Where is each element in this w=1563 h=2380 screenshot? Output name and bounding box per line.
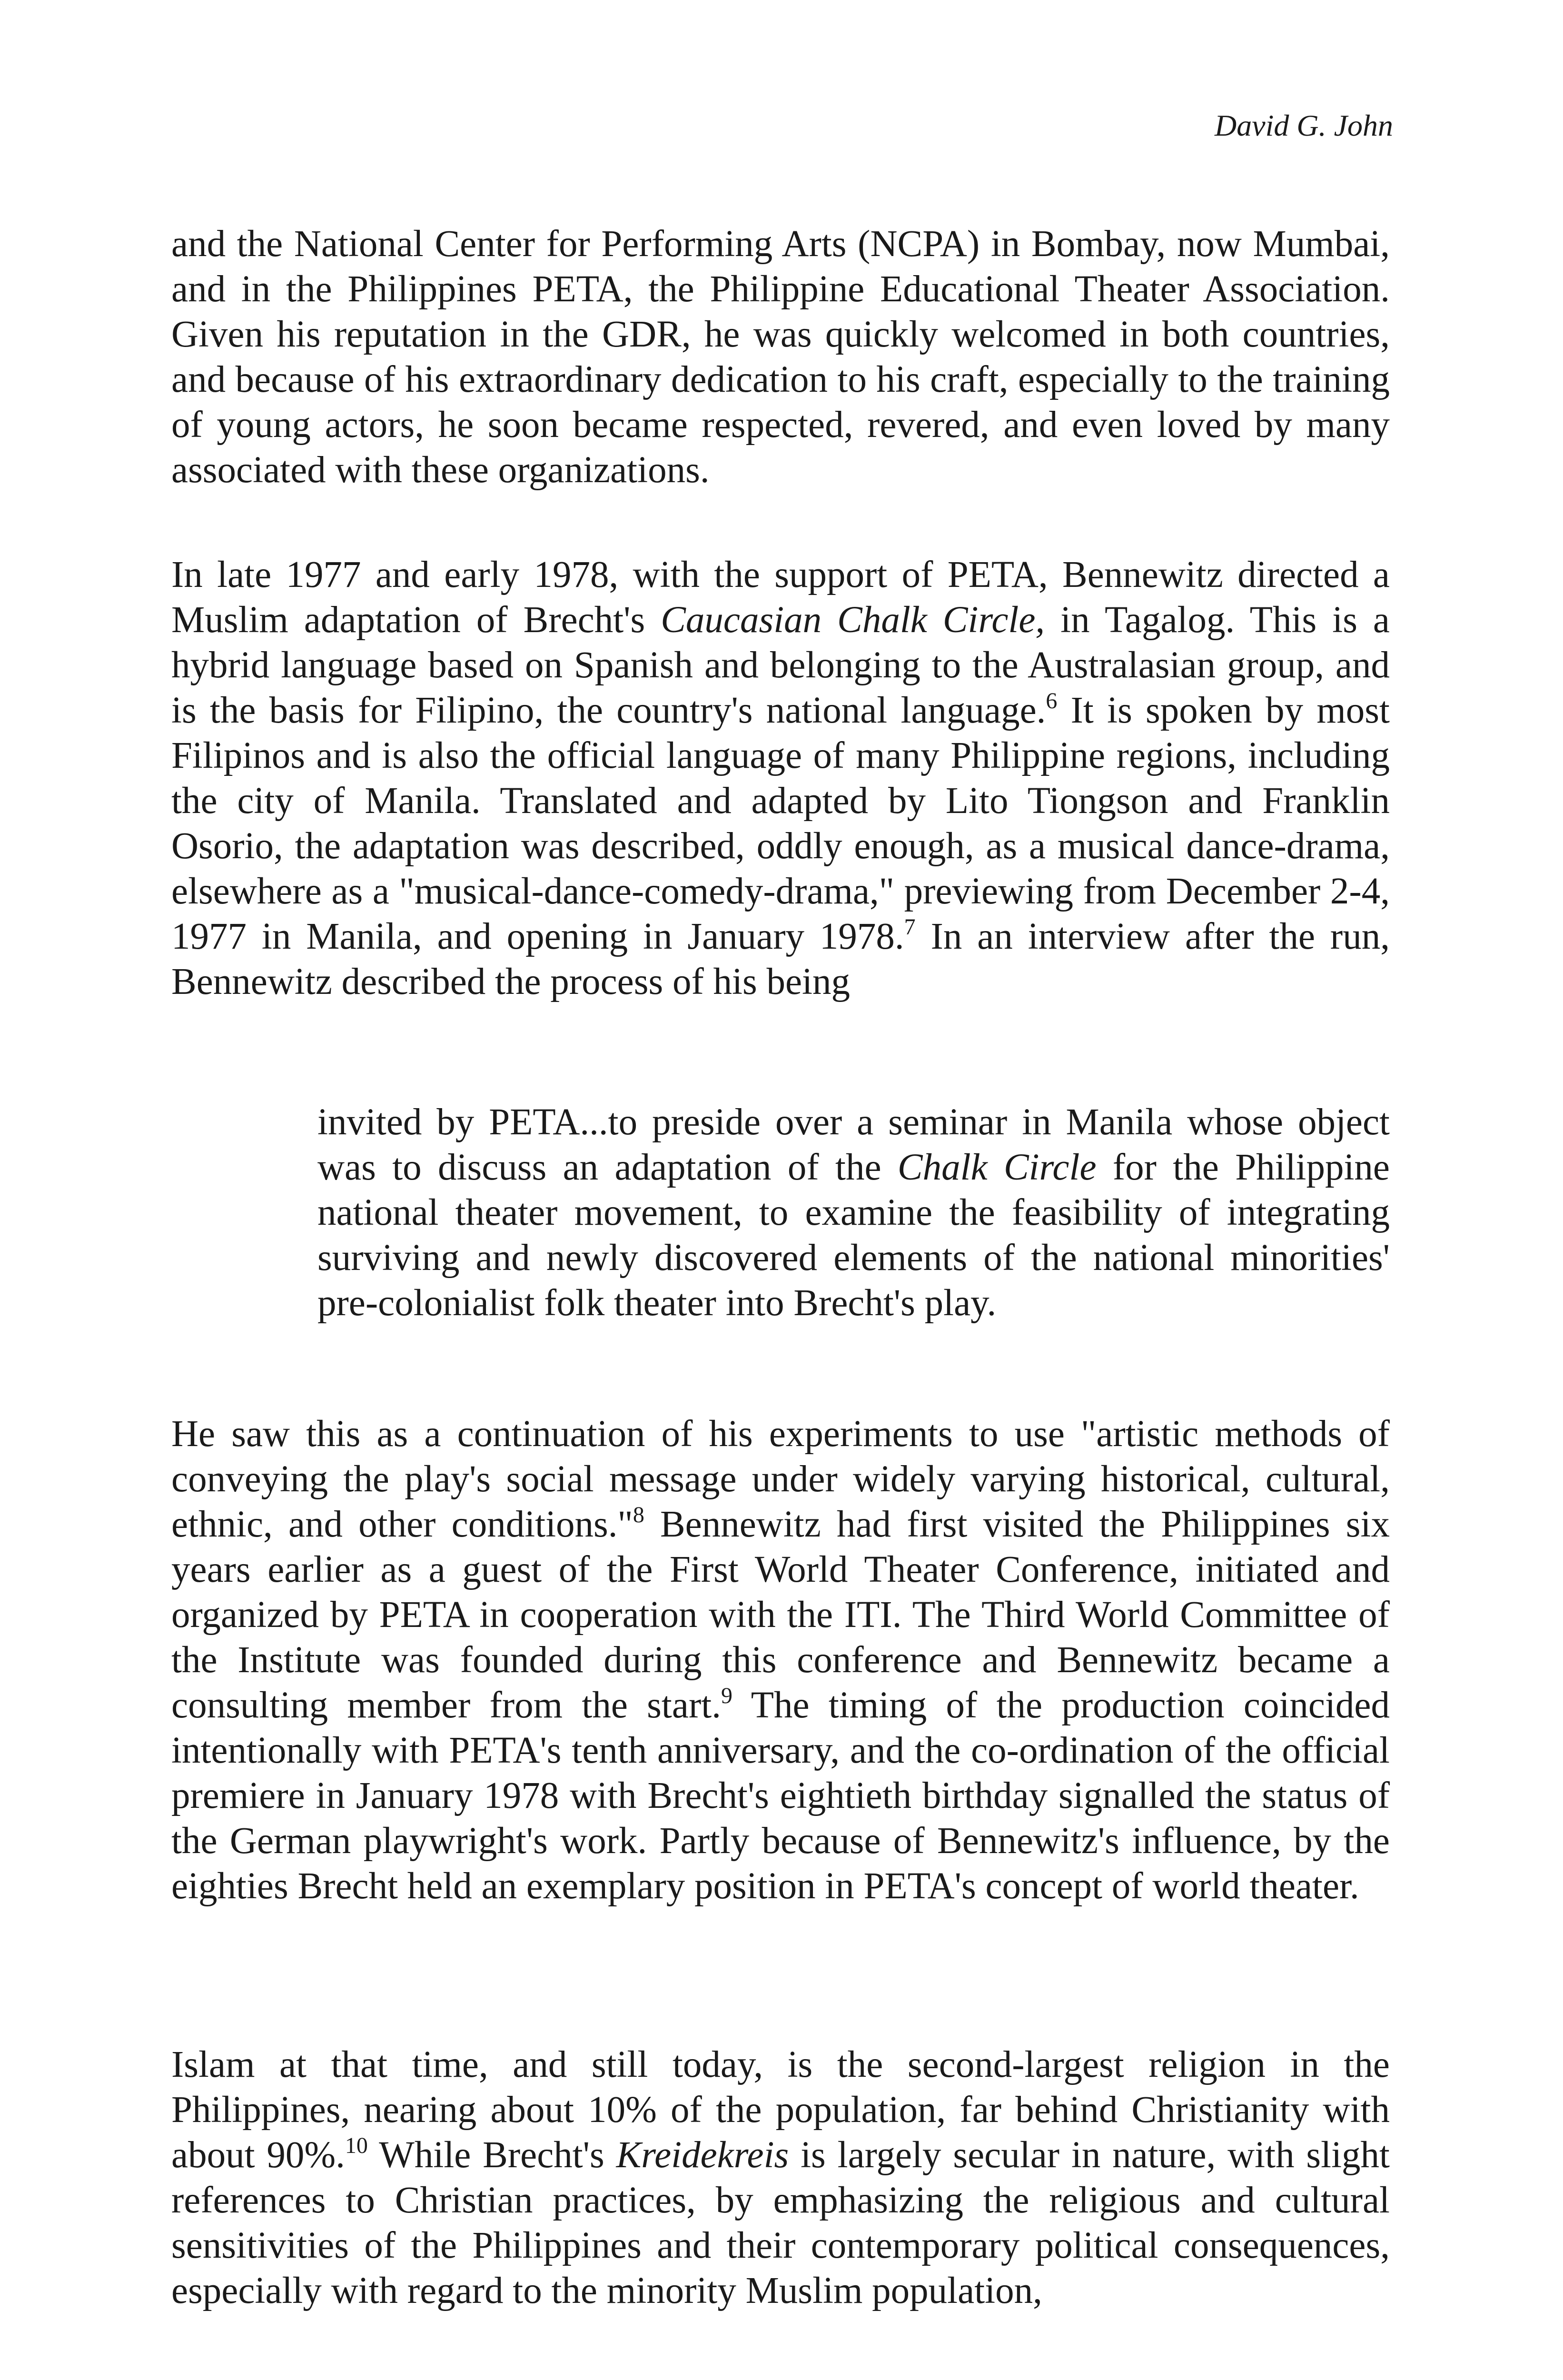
paragraph-2-text-b: in Tagalog. This is a hybrid language based on Spanish and belonging to the Australasian group, and is the basis for Filipino, the country's national language. xyxy=(171,599,1390,731)
paragraph-4-text-a: Islam at that time, and still today, is the second-largest religion in the Philippines, nearing about 10% of the population, far behind Christianity with about 90%. xyxy=(171,2044,1390,2176)
paragraph-2-text-c: It is spoken by most Filipinos and is also the official language of many Philippine regions, including the city of Manila. Translated and adapted by Lito Tiongson and Franklin Osorio, the adaptation was described, oddly enough, as a musical dance-drama, elsewhere as a "musical-dance-comedy-drama," previewing from December 2-4, 1977 in Manila, and opening in January 1978. xyxy=(171,690,1390,957)
work-title-caucasian-chalk-circle: Caucasian Chalk Circle, xyxy=(661,599,1045,641)
block-quote-text-b: for the Philippine national theater movement, to examine the feasibility of integrating surviving and newly discovered elements of the national minorities' pre-colonialist folk theater into Brecht's play. xyxy=(317,1147,1390,1324)
footnote-ref-9: 9 xyxy=(721,1683,732,1708)
paragraph-2 xyxy=(171,552,1390,1004)
paragraph-4-text-b: While Brecht's xyxy=(367,2134,616,2176)
paragraph-4-text-c: is largely secular in nature, with slight references to Christian practices, by emphasizing the religious and cultural sensitivities of the Philippines and their contemporary political consequences, especially with regard to the minority Muslim population, xyxy=(171,2134,1390,2311)
footnote-ref-7: 7 xyxy=(904,914,916,940)
footnote-ref-8: 8 xyxy=(633,1502,644,1527)
paragraph-3-text-c: The timing of the production coincided intentionally with PETA's tenth anniversary, and the co-ordination of the official premiere in January 1978 with Brecht's eightieth birthday signalled the status of the German playwright's work. Partly because of Bennewitz's influence, by the eighties Brecht held an exemplary position in PETA's concept of world theater. xyxy=(171,1685,1390,1907)
paragraph-2-text-d: In an interview after the run, Bennewitz described the process of his being xyxy=(171,916,1390,1002)
paragraph-3 xyxy=(171,1411,1390,1909)
paragraph-1-text: and the National Center for Performing Arts (NCPA) in Bombay, now Mumbai, and in the Philippines PETA, the Philippine Educational Theater Association. Given his reputation in the GDR, he was quickly welcomed in both countries, and because of his extraordinary dedication to his craft, especially to the training of young actors, he soon became respected, revered, and even loved by many associated with these organizations. xyxy=(171,223,1390,491)
paragraph-3-text-a: He saw this as a continuation of his experiments to use "artistic methods of conveying the play's social message under widely varying historical, cultural, ethnic, and other conditions." xyxy=(171,1413,1390,1545)
paragraph-4 xyxy=(171,2042,1390,2313)
footnote-ref-10: 10 xyxy=(345,2133,368,2158)
paragraph-2-text-a: In late 1977 and early 1978, with the support of PETA, Bennewitz directed a Muslim adaptation of Brecht's xyxy=(171,554,1390,641)
block-quote xyxy=(317,1100,1390,1326)
paragraph-3-text-b: Bennewitz had first visited the Philippines six years earlier as a guest of the First World Theater Conference, initiated and organized by PETA in cooperation with the ITI. The Third World Committee of the Institute was founded during this conference and Bennewitz became a consulting member from the start. xyxy=(171,1504,1390,1726)
paragraph-1 xyxy=(171,221,1390,493)
work-title-kreidekreis: Kreidekreis xyxy=(616,2134,789,2176)
work-title-chalk-circle: Chalk Circle xyxy=(897,1147,1097,1188)
block-quote-text-a: invited by PETA...to preside over a seminar in Manila whose object was to discuss an adaptation of the xyxy=(317,1101,1390,1188)
running-head-author: David G. John xyxy=(1214,109,1393,142)
footnote-ref-6: 6 xyxy=(1046,688,1058,714)
